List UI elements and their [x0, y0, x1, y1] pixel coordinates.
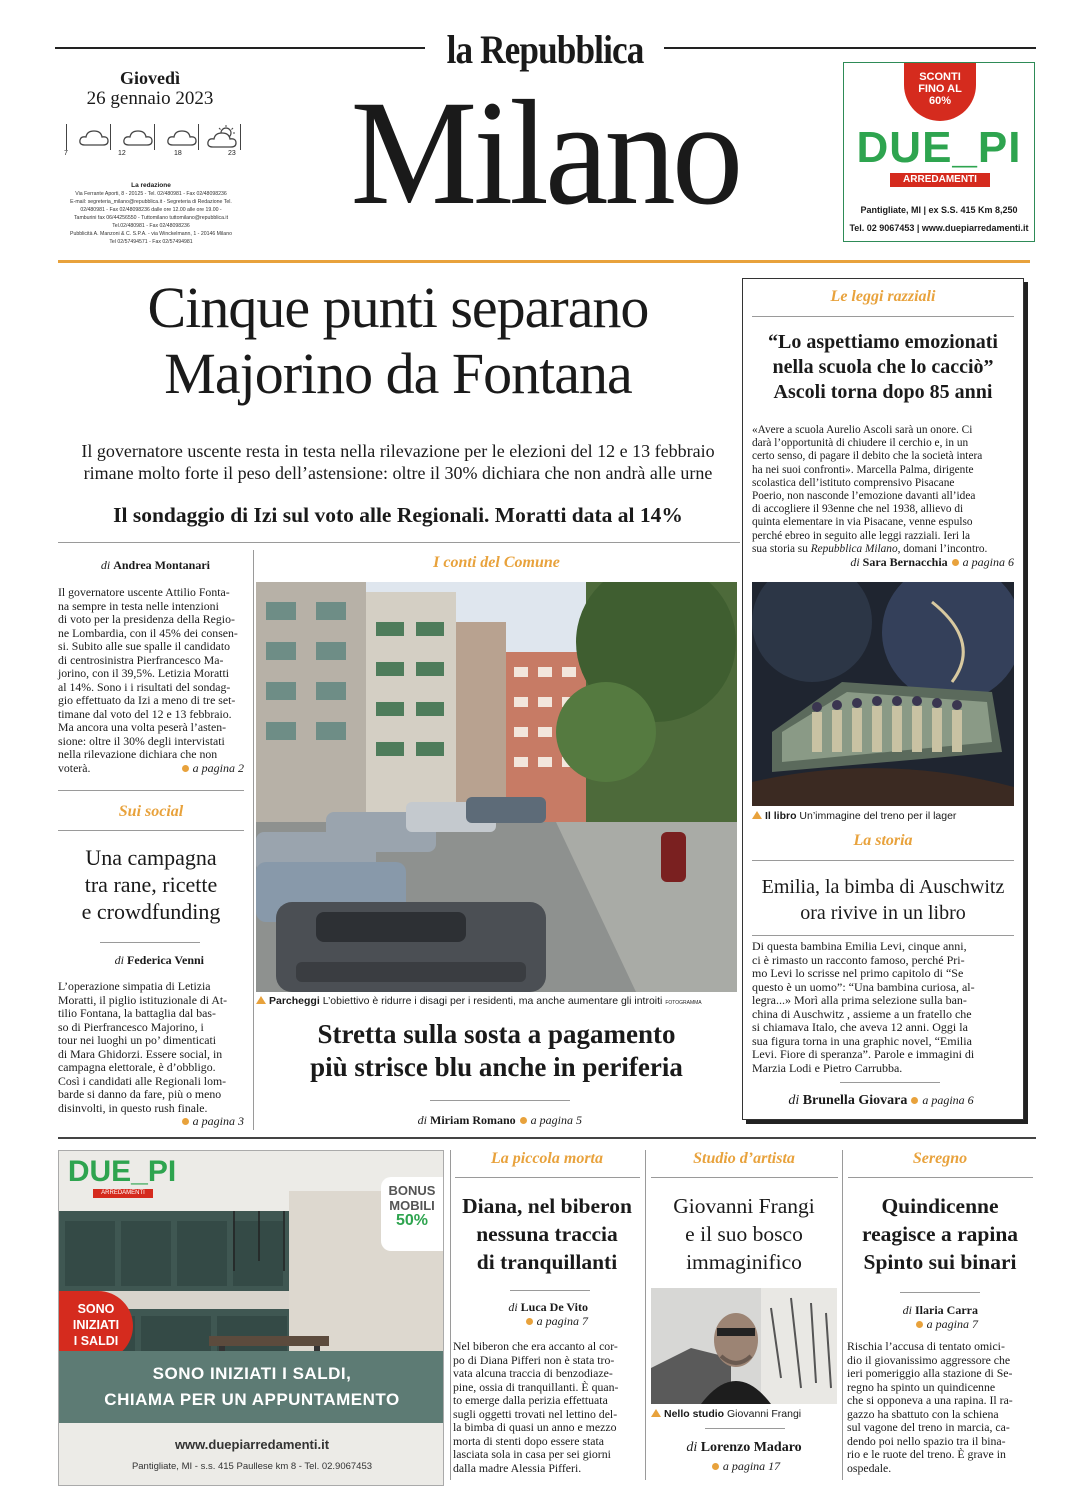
- ad-logo: DUE_PI: [856, 123, 1022, 172]
- cloud-icon: [166, 128, 198, 148]
- lead-subhead: Il sondaggio di Izi sul voto alle Regionali. Moratti data al 14%: [113, 503, 683, 527]
- weather-strip: [62, 122, 242, 160]
- lead-byline: di Andrea Montanari: [100, 558, 210, 572]
- studio-kicker: Studio d’artista: [693, 1150, 795, 1167]
- piccola-body: Nel biberon che era accanto al cor- po di Diana Pifferi non è stata tro- vata alcuna traccia di benzodiaze- pine, ossia di tranquillanti. È quan- to emerge dalla perizia effettuata sugli oggetti trovati nel lettino del- la bimba di quasi un anno e mezzo morta di stenti dopo essere stata lasciata sola in casa per sei giorni dalla madre Alessia Pifferi.: [453, 1339, 619, 1475]
- piccola-page-ref[interactable]: a pagina 7: [452, 1314, 588, 1329]
- seregno-body: Rischia l’accusa di tentato omici- dio il giovanissimo aggressore che ieri pomeriggio alla stazione di Se- regno ha spinto un quindicenne che si opponeva a una rapina. Il ra- gazzo ha sbattuto con la schiena sul vagone del treno in marcia, ca- dendo poi nello spazio tra il bina- rio e le ruote del treno. È grave in ospedale.: [847, 1339, 1013, 1475]
- ad-contact: Tel. 02 9067453 | www.duepiarredamenti.it: [849, 223, 1029, 233]
- ad-bottom-sub: ARREDAMENTI: [93, 1189, 153, 1198]
- train-illustration: [752, 582, 1014, 806]
- social-byline: di Federica Venni: [114, 953, 204, 967]
- seregno-kicker: Seregno: [912, 1150, 968, 1167]
- seregno-page-ref[interactable]: a pagina 7: [845, 1317, 978, 1332]
- lead-headline: Cinque punti separano Majorino da Fontana: [147, 275, 649, 406]
- sun-cloud-icon: [206, 124, 240, 150]
- weather-hour: 18: [174, 150, 182, 157]
- storia-headline: Emilia, la bimba di Auschwitz ora rivive in un libro: [761, 876, 1005, 924]
- cloud-icon: [122, 128, 154, 148]
- ad-sub: ARREDAMENTI: [890, 173, 990, 187]
- leggi-kicker: Le leggi razziali: [830, 288, 936, 305]
- brand-logo: la Repubblica: [446, 27, 644, 72]
- lead-body: Il governatore uscente Attilio Fonta- na sempre in testa nelle intenzioni di voto per la presidenza della Regio- ne Lombardia, con il 45% dei consen- si. Subito alle sue spalle il candidato di centrosinistra Pierfrancesco Ma- jorino, con il 39,5%. Letizia Moratti al 14%. Sono i i risultati del sondag- gio effettuato da Izi a meno di tre set- timane dal voto del 12 e 13 febbraio. Ma ancora una volta peserà l’asten- sione: oltre il 30% degli intervistati nella rilevazione dichiara che non voterà. a pagina 2: [58, 585, 244, 775]
- weather-hour: 23: [228, 150, 236, 157]
- storia-byline: di Brunella Giovara a pagina 6: [788, 1093, 974, 1108]
- train-caption: Il libro Un’immagine del treno per il lager: [752, 810, 1014, 822]
- studio-byline: di Lorenzo Madaro: [686, 1440, 802, 1455]
- ad-url[interactable]: www.duepiarredamenti.it: [174, 1437, 330, 1452]
- leggi-page-ref[interactable]: a pagina 6: [962, 555, 1014, 570]
- redazione-title: La redazione: [131, 182, 171, 189]
- parking-photo: [256, 582, 737, 992]
- comune-kicker: I conti del Comune: [433, 554, 560, 571]
- redazione-info: Via Ferrante Aporti, 8 - 20125 - Tel. 02/480981 - Fax 02/48098236 E-mail: segreteria_milano@repubblica.it - Segreteria di Redazione Tel. 02/480981 - Fax 02/48098236 dalle ore 12.00 alle ore 19.00 - Tamburini fax 06/44256550 - Tuttomilano tuttomilano@repubblica.it Tel.02/480981 - Fax 02/48098236 Pubblicità A. Manzoni & C. S.P.A. - via Winckelmann, 1 - 20146 Milano Tel 02/57494571 - Fax 02/57494981: [70, 191, 232, 245]
- comune-byline: di Miriam Romano a pagina 5: [417, 1113, 582, 1127]
- leggi-headline: “Lo aspettiamo emozionati nella scuola che lo cacciò” Ascoli torna dopo 85 anni: [768, 331, 998, 403]
- studio-page-ref[interactable]: a pagina 17: [648, 1459, 840, 1474]
- date-day: Giovedì: [119, 68, 180, 88]
- storia-body: Di questa bambina Emilia Levi, cinque anni, ci è rimasto un racconto famoso, perché Pri- mo Levi lo scrisse nel primo capitolo di “Se questo è un uomo”: “Una bambina curiosa, al- legra...» Morì alla prima selezione sulla ban- china di Auschwitz , assieme a un fratello che si chiamava Italo, che aveva 12 anni. Oggi la sua figura torna in una graphic novel, “Emilia Levi. Fiore di speranza”. Parole e immagini di Marzia Lodi e Pietro Carrubba.: [752, 939, 975, 1075]
- cloud-icon: [78, 128, 110, 148]
- artist-photo: [651, 1288, 837, 1404]
- lead-deck: Il governatore uscente resta in testa nella rilevazione per le elezioni del 12 e 13 febbraio rimane molto forte il peso dell’astensione: oltre il 30% dichiara che non andrà alle urne: [81, 441, 715, 483]
- weather-hour: 12: [118, 150, 126, 157]
- ad-bottom-address: Pantigliate, MI - s.s. 415 Paullese km 8 - Tel. 02.9067453: [131, 1461, 373, 1472]
- artist-caption: Nello studio Giovanni Frangi: [651, 1408, 843, 1420]
- studio-headline: Giovanni Frangi e il suo bosco immaginifico: [673, 1194, 815, 1274]
- piccola-byline: di Luca De Vito: [508, 1300, 588, 1314]
- leggi-body: «Avere a scuola Aurelio Ascoli sarà un onore. Ci darà l’opportunità di chiudere il cerchio e, in un certo senso, di pagare il debito che la società intera ha nei suoi confronti». Marcella Palma, dirigente scolastica dell’istituto comprensivo Pisacane Poerio, non nasconde l’emozione davanti all’idea di accogliere il 93enne che nel 1938, allievo di quinta elementare in via Pisacane, venne espulso perché ebreo in seguito alle leggi razziali. Ieri la sua storia su Repubblica Milano, domani l’incontro. di Sara Bernacchia a pagina 6: [752, 424, 1014, 570]
- weather-hour: 7: [64, 150, 68, 157]
- social-page-ref[interactable]: a pagina 3: [192, 1114, 244, 1128]
- lead-page-ref[interactable]: a pagina 2: [192, 760, 244, 775]
- social-kicker: Sui social: [118, 803, 184, 820]
- storia-kicker: La storia: [853, 832, 913, 849]
- social-body: L’operazione simpatia di Letizia Moratti, il piglio istituzionale di At- tilio Fontana, la battaglia dal bas- so di Pierfrancesco Majorino, i tour nei luoghi un po’ dimenticati di Mara Ghidorzi. Essere social, in campagna elettorale, è d’obbligo. Così i candidati alle Regionali lom- barde si danno da fare, più o meno disinvolti, in questo rush finale. a pagina 3: [58, 979, 244, 1128]
- ad-saldi-badge: SONO INIZIATI I SALDI: [59, 1291, 133, 1361]
- edition-title: Milano: [350, 70, 740, 236]
- ad-banner: SONO INIZIATI I SALDI, CHIAMA PER UN APPUNTAMENTO: [59, 1351, 444, 1423]
- ad-top[interactable]: [843, 62, 1035, 242]
- comune-page-ref[interactable]: a pagina 5: [530, 1113, 582, 1127]
- ad-address: Pantigliate, MI | ex S.S. 415 Km 8,250: [860, 205, 1018, 215]
- storia-page-ref[interactable]: a pagina 6: [922, 1093, 974, 1107]
- seregno-byline: di Ilaria Carra: [902, 1303, 978, 1317]
- ad-bottom[interactable]: [58, 1150, 444, 1486]
- ad-bonus-badge: BONUS MOBILI 50%: [381, 1177, 443, 1251]
- comune-headline: Stretta sulla sosta a pagamento più strisce blu anche in periferia: [310, 1019, 683, 1082]
- seregno-headline: Quindicenne reagisce a rapina Spinto sui binari: [861, 1194, 1019, 1274]
- date-full: 26 gennaio 2023: [86, 88, 214, 109]
- social-headline: Una campagna tra rane, ricette e crowdfunding: [81, 845, 221, 924]
- piccola-headline: Diana, nel biberon nessuna traccia di tranquillanti: [462, 1194, 632, 1274]
- photo-caption: Parcheggi L’obiettivo è ridurre i disagi per i residenti, ma anche aumentare gli introiti FOTOGRAMMA: [256, 995, 737, 1007]
- ad-bottom-logo: DUE_PI: [67, 1155, 177, 1188]
- ad-discount-badge: SCONTI FINO AL 60%: [904, 63, 976, 121]
- piccola-kicker: La piccola morta: [491, 1150, 603, 1167]
